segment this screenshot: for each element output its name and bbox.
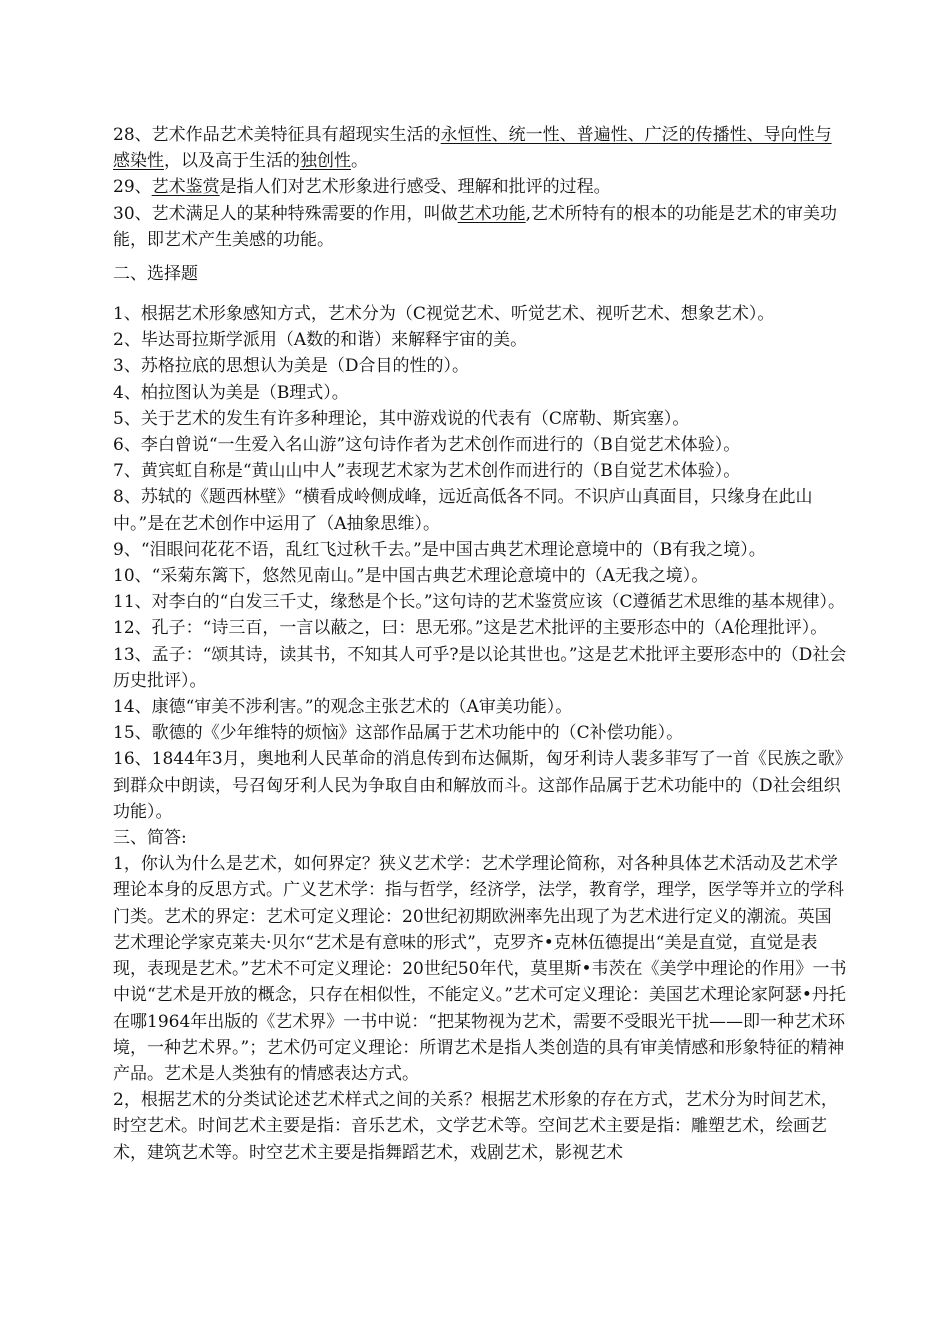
choice-item: 13、孟子：“颂其诗，读其书，不知其人可乎?是以论其世也。”这是艺术批评主要形态中的（D社会历史批评）。	[113, 644, 847, 691]
underlined-answer: 永恒性、统一性、普遍性、广泛的传播性、导向性与感染性	[113, 125, 832, 172]
section-heading-short-answer: 三、简答:	[113, 828, 187, 849]
short-answer-item: 1，你认为什么是艺术，如何界定？狭义艺术学：艺术学理论简称，对各种具体艺术活动及艺术学理论本身的反思方式。广义艺术学：指与哲学，经济学，法学，教育学，理学，医学等并立的学科门类。艺术的界定：艺术可定义理论：20世纪初期欧洲率先出现了为艺术进行定义的潮流。英国艺术理论学家克莱夫·贝尔“艺术是有意味的形式”，克罗齐•克林伍德提出“美是直觉，直觉是表现，表现是艺术。”艺术不可定义理论：20世纪50年代，莫里斯•韦茨在《美学中理论的作用》一书中说“艺术是开放的概念，只存在相似性，不能定义。”艺术可定义理论：美国艺术理论家阿瑟•丹托在哪1964年出版的《艺术界》一书中说：“把某物视为艺术，需要不受眼光干扰——即一种艺术环境，一种艺术界。”；艺术仍可定义理论：所谓艺术是指人类创造的具有审美情感和形象特征的精神产品。艺术是人类独有的情感表达方式。	[113, 854, 847, 1084]
choice-item: 10、“采菊东篱下，悠然见南山。”是中国古典艺术理论意境中的（A无我之境）。	[113, 566, 709, 587]
underlined-answer: 独创性	[300, 151, 351, 172]
item-text: ，以及高于生活的	[164, 151, 300, 172]
fill-blank-item-29	[113, 174, 848, 200]
item-text: ,艺术所特有的根本的功能是艺术的审美功能，即艺术产生美感的功能。	[113, 203, 838, 250]
document-page	[113, 122, 848, 1166]
choice-item: 14、康德“审美不涉利害。”的观念主张艺术的（A审美功能）。	[113, 697, 573, 718]
choice-item: 8、苏轼的《题西林壁》“横看成岭侧成峰，远近高低各不同。不识庐山真面目，只缘身在此山中。”是在艺术创作中运用了（A抽象思维）。	[113, 487, 813, 534]
underlined-answer: 艺术鉴赏	[151, 177, 220, 198]
choice-item: 12、孔子：“诗三百，一言以蔽之，曰：思无邪。”这是艺术批评的主要形态中的（A伦理批评）。	[113, 618, 828, 639]
fill-blank-item-28	[113, 122, 848, 174]
choice-item: 2、毕达哥拉斯学派用（A数的和谐）来解释宇宙的美。	[113, 330, 528, 351]
choice-item: 3、苏格拉底的思想认为美是（D合目的性的）。	[113, 356, 469, 377]
item-text: 。	[351, 151, 368, 172]
choice-item: 1、根据艺术形象感知方式，艺术分为（C视觉艺术、听觉艺术、视听艺术、想象艺术）。	[113, 304, 775, 325]
item-text: 29、	[113, 177, 152, 198]
choice-item: 9、“泪眼问花花不语，乱红飞过秋千去。”是中国古典艺术理论意境中的（B有我之境）。	[113, 539, 766, 560]
item-text: 30、艺术满足人的某种特殊需要的作用，叫做	[113, 203, 458, 224]
choice-item: 16、1844年3月，奥地利人民革命的消息传到布达佩斯，匈牙利诗人裴多菲写了一首《民族之歌》到群众中朗读，号召匈牙利人民为争取自由和解放而斗。这部作品属于艺术功能中的（D社会组织功能）。	[113, 749, 844, 822]
choice-item: 11、对李白的“白发三千丈，缘愁是个长。”这句诗的艺术鉴赏应该（C遵循艺术思维的基本规律）。	[113, 592, 846, 613]
section-heading-choice: 二、选择题	[113, 264, 198, 285]
item-text: 28、艺术作品艺术美特征具有超现实生活的	[113, 125, 441, 145]
item-text: 是指人们对艺术形象进行感受、理解和批评的过程。	[219, 177, 611, 198]
underlined-answer: 艺术功能	[457, 203, 526, 224]
choice-item: 4、柏拉图认为美是（B理式）。	[113, 382, 349, 403]
short-answer-item: 2，根据艺术的分类试论述艺术样式之间的关系？根据艺术形象的存在方式，艺术分为时间艺术，时空艺术。时间艺术主要是指：音乐艺术，文学艺术等。空间艺术主要是指：雕塑艺术，绘画艺术，建筑艺术等。时空艺术主要是指舞蹈艺术，戏剧艺术，影视艺术	[113, 1090, 838, 1163]
choice-item: 15、歌德的《少年维特的烦恼》这部作品属于艺术功能中的（C补偿功能）。	[113, 723, 684, 744]
choice-item: 6、李白曾说“一生爱入名山游”这句诗作者为艺术创作而进行的（B自觉艺术体验）。	[113, 435, 741, 456]
fill-blank-item-30	[113, 201, 848, 253]
choice-item: 7、黄宾虹自称是“黄山山中人”表现艺术家为艺术创作而进行的（B自觉艺术体验）。	[113, 461, 741, 482]
choice-item: 5、关于艺术的发生有许多种理论，其中游戏说的代表有（C席勒、斯宾塞）。	[113, 408, 690, 429]
